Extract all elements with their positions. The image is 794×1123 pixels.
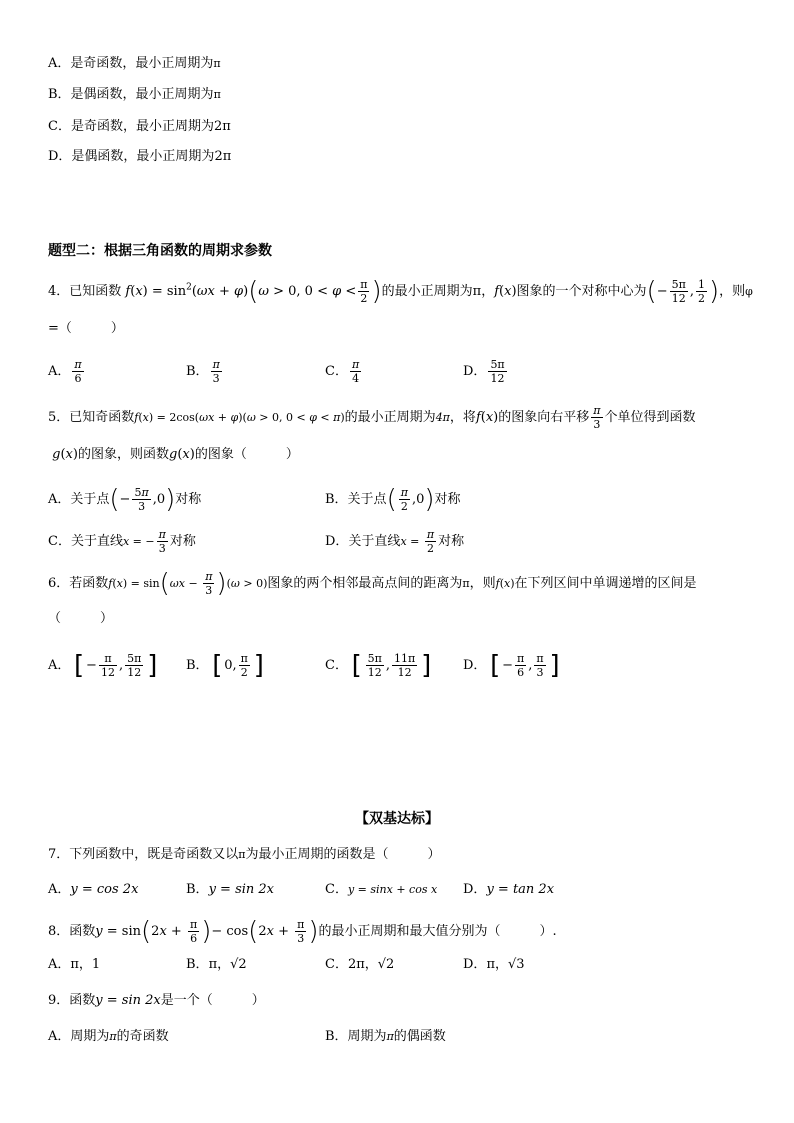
q8-option-c: C．2π，√2	[325, 957, 395, 972]
q7-option-d: D．y = tan 2x	[463, 882, 555, 897]
q7-option-a: A．y = cos 2x	[48, 882, 139, 897]
q5-option-d: D．关于直线x = $\frac{\pi}{2}$ 对称	[325, 528, 465, 555]
q5-option-c: C．关于直线x = − $\frac{\pi}{3}$ 对称	[48, 528, 196, 555]
q9-option-a: A．周期为π的奇函数	[48, 1029, 169, 1044]
q8-option-d: D．π，√3	[463, 957, 525, 972]
q4-option-c: C． $\frac{\pi}{4}$	[325, 358, 360, 385]
q8-option-b: B．π，√2	[186, 957, 247, 972]
q4-blank: =（ ）	[48, 321, 124, 336]
q4-option-b: B． $\frac{\pi}{3}$	[186, 358, 220, 385]
q5-option-a: A．关于点(− $\frac{5\pi}{3}$ ,0)对称	[48, 484, 202, 515]
q3-option-d: D．是偶函数，最小正周期为2π	[48, 149, 232, 164]
q4-option-a: A． $\frac{\pi}{6}$	[48, 358, 82, 385]
q7-option-c: C．y = sinx + cos x	[325, 882, 438, 897]
q5-option-b: B．关于点( $\frac{\pi}{2}$ ,0)对称	[325, 484, 461, 515]
q3-option-c: C．是奇函数，最小正周期为2π	[48, 119, 231, 134]
q4-option-d: D． $\frac{5\pi}{12}$	[463, 358, 505, 385]
q4-stem: 4．已知函数 $f(x) = \sin^2(\omega x + \varphi)(\omega > 0$, 0 < φ < $\frac{\pi}{2}$ )的最小正周期为π，f(x)图象的一个对称中心为(− $\frac{5\pi}{12}$ , $\frac{1}{2}$ )，则φ	[48, 276, 753, 307]
q3-option-b: B．是偶函数，最小正周期为π	[48, 87, 221, 102]
q7-stem: 7．下列函数中，既是奇函数又以π为最小正周期的函数是（ ）	[48, 847, 441, 862]
q6-option-a: A．[− $\frac{\pi}{12}$ , $\frac{5\pi}{12}$ ]	[48, 650, 161, 681]
q8-option-a: A．π，1	[48, 957, 101, 972]
q5-stem: 5．已知奇函数f(x) = 2cos(ωx + φ)(ω > 0, 0 < φ < π)的最小正周期为4π，将f(x)的图象向右平移 $\frac{\pi}{3}$ 个单位得到函数	[48, 404, 696, 431]
q9-stem: 9．函数y = sin 2x是一个（ ）	[48, 993, 265, 1008]
q6-option-b: B．[0, $\frac{\pi}{2}$ ]	[186, 650, 268, 681]
q6-option-c: C．[ $\frac{5\pi}{12}$ , $\frac{11\pi}{12}$ ]	[325, 650, 435, 681]
q7-option-b: B．y = sin 2x	[186, 882, 275, 897]
q5-stem-line2: g(x)的图象，则函数g(x)的图象（ ）	[52, 447, 299, 462]
section-title-shuangji: 【双基达标】	[355, 811, 439, 827]
q6-blank: （ ）	[48, 611, 114, 626]
section-title: 题型二：根据三角函数的周期求参数	[48, 243, 272, 259]
q9-option-b: B．周期为π的偶函数	[325, 1029, 446, 1044]
q8-stem: 8．函数y = sin(2x + $\frac{\pi}{6}$ )− cos(2x + $\frac{\pi}{3}$ )的最小正周期和最大值分别为（ ）.	[48, 916, 557, 947]
q6-stem: 6．若函数f(x) = sin(ωx − $\frac{\pi}{3}$ )(ω > 0)图象的两个相邻最高点间的距离为π，则f(x)在下列区间中单调递增的区间是	[48, 568, 697, 599]
q6-option-d: D．[− $\frac{\pi}{6}$ , $\frac{\pi}{3}$ ]	[463, 650, 564, 681]
q3-option-a: A．是奇函数，最小正周期为π	[48, 56, 221, 71]
